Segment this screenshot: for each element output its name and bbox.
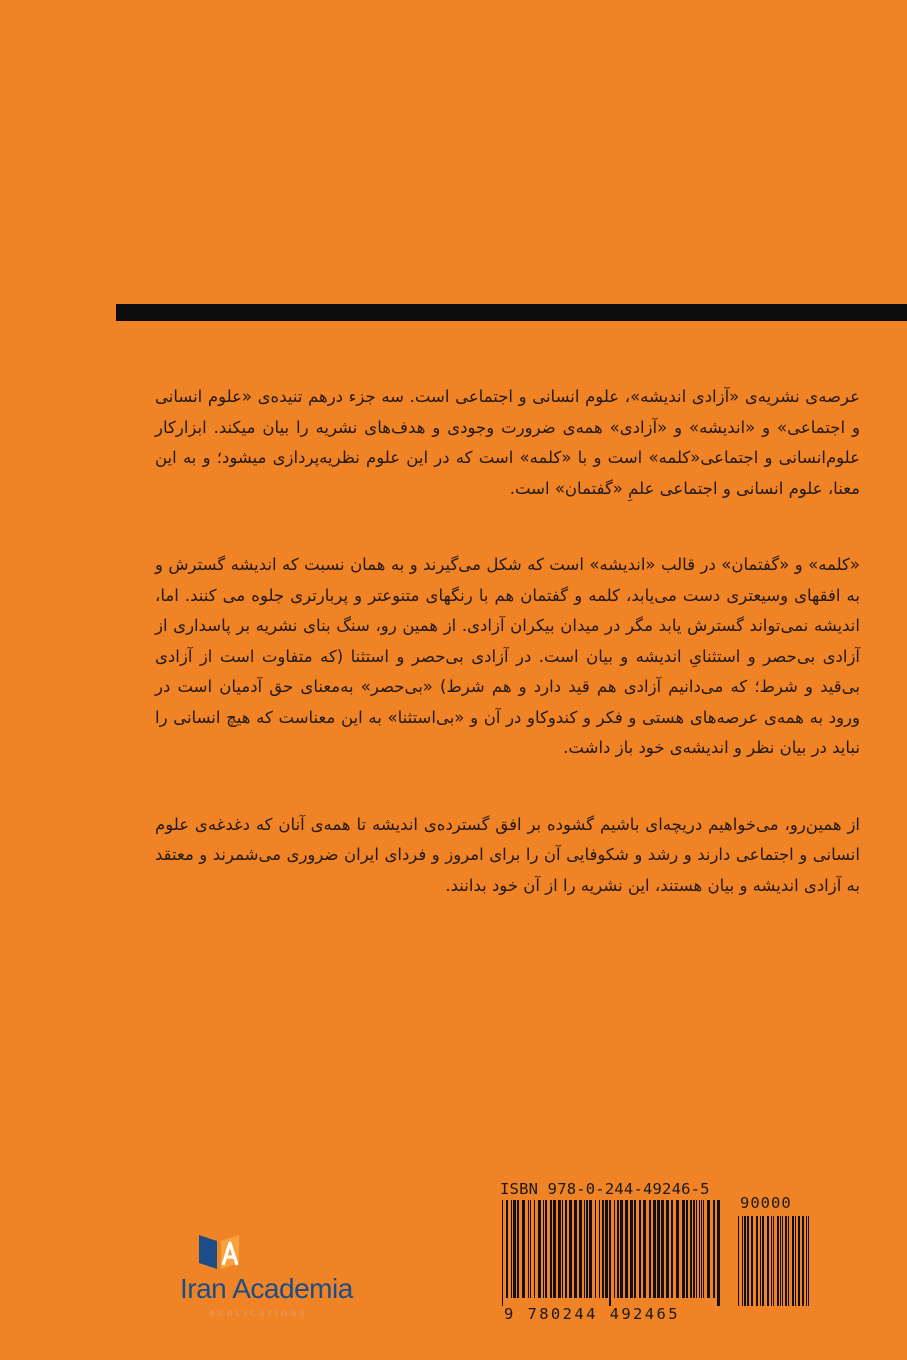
barcode-bar [639, 1200, 641, 1298]
cover-description [155, 382, 860, 901]
addon-bar [795, 1216, 796, 1306]
barcode-bar [558, 1200, 561, 1298]
paragraph-3: از همین‌رو، می‌خواهیم دریچه‌ای باشیم گشوده بر افق گسترده‌ی اندیشه تا همه‌ی آنان که دغدغه‌ی علوم انسانی و اجتماعی دارند و رشد و شکوفایی آن را برای امروز و فردای ایران ضروری می‌شمرند و معتقد به آزادی اندیشه و بیان هستند، این نشریه را از آن خود بدانند. [155, 814, 860, 895]
barcode-bar [620, 1200, 623, 1298]
addon-bar [792, 1216, 794, 1306]
barcode-bar [513, 1200, 516, 1298]
publisher-logo [180, 1225, 353, 1335]
addon-bar [767, 1216, 769, 1306]
barcode-bar [502, 1200, 503, 1306]
barcode-bar [586, 1200, 588, 1298]
barcode-bar [699, 1200, 700, 1298]
barcode-bar [602, 1200, 604, 1298]
addon-bar [742, 1216, 743, 1306]
barcode-bar [511, 1200, 512, 1298]
barcode-bar [666, 1200, 669, 1298]
addon-bar [751, 1216, 753, 1306]
addon-bar [760, 1216, 761, 1306]
isbn-barcode [500, 1180, 815, 1325]
barcode-bar [693, 1200, 695, 1298]
barcode-bar [686, 1200, 688, 1298]
addon-bar [802, 1216, 804, 1306]
black-divider-bar [116, 304, 907, 321]
addon-bar [747, 1216, 749, 1306]
barcode-bar [562, 1200, 563, 1298]
paragraph-2: «کلمه» و «گفتمان» در قالب «اندیشه» است که شکل می‌گیرند و به همان نسبت که اندیشه گسترش و به افقهای وسیعتری دست می‌یابد، کلمه و گفتمان هم با رنگهای متنوعتر و پربارتری جلوه می کنند. اما، اندیشه نمی‌تواند گسترش یابد مگر در میدان بیکران آزادی. از همین رو، سنگ بنای نشریه بر پاسداری از آزادی بی‌حصر و استثنایِ اندیشه و بیان است. در آزادی بی‌حصر و استثنا (که متفاوت است از آزادی بی‌قید و شرط؛ که می‌دانیم آزادی هم قید دارد و هم شرط) «بی‌حصر» به‌معنای حق آدمیان است در ورود به همه‌ی عرصه‌های هستی و فکر و کندوکاو در آن و «بی‌استثنا» به این معناست که هیچ انسانی را نباید در بیان نظر و اندیشه‌ی خود باز داشت. [155, 555, 860, 757]
barcode-bar [543, 1200, 544, 1298]
barcode-bar [574, 1200, 577, 1298]
barcode-bar [614, 1200, 615, 1298]
barcode-bar [717, 1200, 720, 1306]
barcode-bar [522, 1200, 525, 1298]
barcode-bar [630, 1200, 633, 1298]
barcode-bar [569, 1200, 572, 1298]
barcode-bar [696, 1200, 697, 1298]
barcode-bar [545, 1200, 547, 1298]
barcode-bar [690, 1200, 692, 1298]
barcode-bar [506, 1200, 508, 1298]
barcode-bar [657, 1200, 660, 1298]
barcode-bar [682, 1200, 685, 1298]
barcode-bar [605, 1200, 608, 1298]
barcode-bar [589, 1200, 592, 1298]
barcode-bar [517, 1200, 519, 1298]
barcode-bar [703, 1200, 704, 1298]
addon-bar [777, 1216, 779, 1306]
barcode-bar [625, 1200, 628, 1298]
barcode-bar [550, 1200, 552, 1298]
addon-bar [798, 1216, 800, 1306]
book-a-icon [196, 1225, 242, 1271]
addon-bar [744, 1216, 746, 1306]
addon-bar [808, 1216, 809, 1306]
publisher-name: Iran Academia [180, 1273, 353, 1304]
barcode-bar [534, 1200, 535, 1298]
isbn-label: ISBN 978-0-244-49246-5 [500, 1180, 710, 1198]
barcode-bar [579, 1200, 582, 1298]
barcode-bar [609, 1200, 611, 1306]
barcode-bar [584, 1200, 585, 1298]
addon-bar [738, 1216, 739, 1306]
price-addon-code: 90000 [740, 1194, 792, 1212]
barcode-bar [701, 1200, 702, 1298]
barcode-bar [565, 1200, 567, 1298]
addon-bar [756, 1216, 758, 1306]
addon-bar [771, 1216, 772, 1306]
barcode-bar [676, 1200, 679, 1298]
addon-bar [762, 1216, 764, 1306]
barcode-bar [634, 1200, 636, 1298]
barcode-bar [713, 1200, 715, 1298]
paragraph-1: عرصه‌ی نشریه‌ی «آزادی اندیشه»، علوم انسانی و اجتماعی است. سه جزء درهم تنیده‌ی «علوم انسانی و اجتماعی» و «اندیشه» و «آزادی» همه‌ی ضرورت وجودی و هدف‌های نشریه را بیان میکند. ابزارکار علوم‌انسانی و اجتماعی«کلمه» است و با «کلمه» است که در این علوم نظریه‌پردازی میشود؛ و به این معنا، علوم انسانی و اجتماعی علمِ «گفتمان» است. [155, 387, 860, 498]
barcode-bar [599, 1200, 600, 1298]
barcode-bar [553, 1200, 556, 1298]
addon-bar [785, 1216, 787, 1306]
barcode-bar [643, 1200, 646, 1298]
barcode-bar [530, 1200, 531, 1298]
barcode-bar [617, 1200, 619, 1298]
addon-bar [782, 1216, 783, 1306]
addon-bar [806, 1216, 807, 1306]
publisher-tagline: PUBLICATIONS [210, 1309, 308, 1318]
barcode-bar [671, 1200, 673, 1298]
barcode-bar [595, 1200, 596, 1298]
barcode-bar [653, 1200, 656, 1298]
addon-bar [773, 1216, 774, 1306]
barcode-bar [661, 1200, 664, 1298]
barcode-bar [528, 1200, 529, 1298]
barcode-bar [649, 1200, 651, 1298]
addon-bar [780, 1216, 781, 1306]
barcode-digits: 9 780244 492465 [504, 1305, 680, 1323]
barcode-bar [707, 1200, 710, 1298]
addon-bar [788, 1216, 789, 1306]
barcode-bar [538, 1200, 541, 1298]
